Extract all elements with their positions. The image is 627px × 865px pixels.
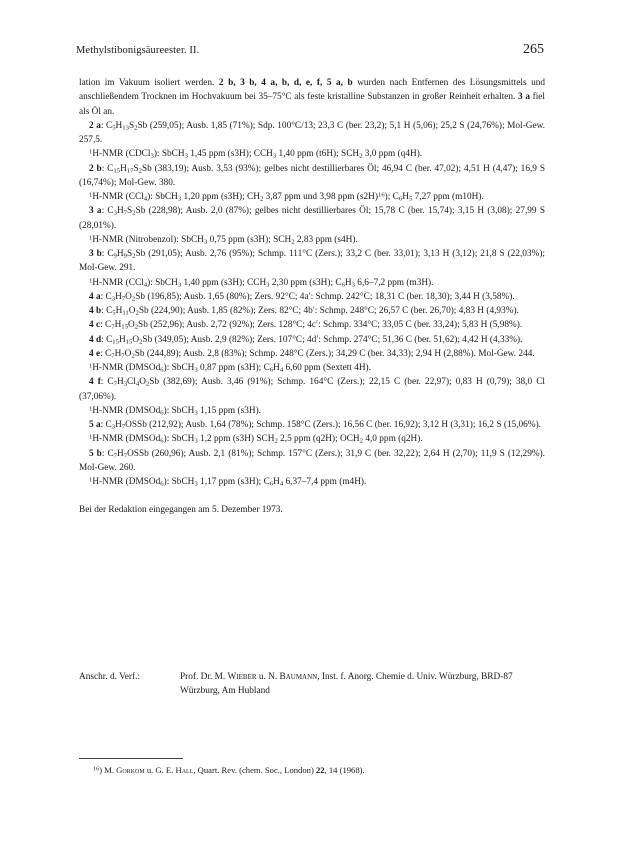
entry-text: H xyxy=(114,348,122,359)
compound-label: 5 b xyxy=(89,448,102,459)
entry-text: H xyxy=(115,420,122,430)
entry-text: 0,75 ppm (s3H); SCH xyxy=(207,234,292,245)
compound-label: 4 b xyxy=(89,306,102,316)
subscript: 3 xyxy=(177,195,182,203)
subscript: 2 xyxy=(359,437,363,445)
entry-text: H xyxy=(402,192,409,202)
entry-text: : C xyxy=(101,249,114,259)
compound-entry xyxy=(79,318,545,332)
compound-label: 4 c xyxy=(89,320,101,331)
entry-text: 1,20 ppm (s3H); CH xyxy=(181,192,260,202)
entry-text: 1,45 ppm (s3H); CCH xyxy=(187,149,273,160)
subscript: 3 xyxy=(266,281,270,289)
entry-text: : C xyxy=(100,120,113,131)
nmr-entry xyxy=(79,432,545,446)
entry-text: Sb (349,05); Ausb. 2,9 (82%); Zers. 107°C; 4d′: Schmp. 274°C; 51,36 C (ber. 51,62); 4,42 H (4,33%). xyxy=(142,334,523,345)
nmr-entry xyxy=(79,233,545,247)
entry-text: 3,0 ppm (q4H). xyxy=(362,149,423,160)
subscript: 3 xyxy=(111,423,116,431)
subscript: 2 xyxy=(131,352,135,360)
entry-text: Sb (196,85); Ausb. 1,65 (80%); Zers. 92°C; 4a′: Schmp. 242°C; 18,31 C (ber. 18,30); 3,44 H (3,58%). xyxy=(135,291,515,302)
entry-text: ): SbCH xyxy=(147,192,178,202)
entry-text: : C xyxy=(100,320,112,331)
entry-text: ): SbCH xyxy=(153,149,185,160)
entry-text: ); C xyxy=(384,192,399,202)
subscript: 2 xyxy=(274,437,278,445)
entry-text: 1,40 ppm (s3H); CCH xyxy=(181,277,267,288)
entry-text: ): SbCH xyxy=(163,363,195,373)
entry-text: 6,60 ppm (Sextett 4H). xyxy=(283,363,371,373)
cited-author: Gorkom xyxy=(116,765,145,775)
nmr-entry xyxy=(79,276,545,290)
entry-text: ): SbCH xyxy=(163,477,195,487)
subscript: 2 xyxy=(291,238,295,246)
subscript: 15 xyxy=(112,338,119,346)
entry-text: Sb (252,96); Ausb. 2,72 (92%); Zers. 128°C; 4c′: Schmp. 334°C; 33,05 C (ber. 33,24); 5,83 H (5,98%). xyxy=(138,320,523,331)
entry-text: H-NMR (DMSOd xyxy=(92,434,161,445)
subscript: 2 xyxy=(132,252,136,260)
subscript: 6 xyxy=(160,366,164,374)
subscript: 9 xyxy=(123,252,127,260)
entry-text: Cl xyxy=(127,377,136,388)
entry-text: 3,87 ppm und 3,98 ppm (s2H) xyxy=(263,192,378,202)
subscript: 4 xyxy=(143,281,148,289)
entry-text: 6,6–7,2 ppm (m3H). xyxy=(354,277,434,288)
subscript: 2 xyxy=(134,124,138,132)
author-name: Baumann xyxy=(279,672,318,682)
nmr-entry xyxy=(79,361,545,375)
subscript: 5 xyxy=(408,195,413,203)
entry-text: 4,0 ppm (q2H). xyxy=(363,434,423,445)
compound-label: 2 b xyxy=(89,163,102,174)
subscript: 2 xyxy=(132,209,136,217)
compound-entry xyxy=(79,375,545,404)
nmr-entry xyxy=(79,190,545,204)
subscript: 3 xyxy=(177,281,182,289)
entry-text: Sb (228,98); Ausb. 2,0 (87%); gelbes nicht destillierbares Öl; 15,78 C (ber. 15,74); 3,15 H (3,08); 27,99 S (28,01%). xyxy=(79,206,545,231)
compound-label: 4 d xyxy=(89,334,102,345)
nmr-entry xyxy=(79,404,545,418)
entry-text: : C xyxy=(100,348,112,359)
entry-text: 1,40 ppm (t6H); SCH xyxy=(276,149,360,160)
subscript: 7 xyxy=(113,452,117,460)
entry-text: S xyxy=(127,206,133,217)
entry-text: H xyxy=(273,477,280,487)
compound-label: 5 a xyxy=(89,420,101,430)
subscript: 6 xyxy=(160,409,164,417)
compound-entry xyxy=(79,290,545,304)
subscript: 13 xyxy=(122,124,129,132)
subscript: 3 xyxy=(194,366,198,374)
entry-text: : C xyxy=(101,163,114,174)
compound-label: 2 a xyxy=(89,120,101,131)
entry-text: H xyxy=(115,306,123,316)
subscript: 2 xyxy=(359,152,363,160)
entry-text: H xyxy=(116,206,124,217)
entry-text: Sb (224,90); Ausb. 1,85 (82%); Zers. 82°C; 4b′: Schmp. 248°C; 26,57 C (ber. 26,70); 4,83 H (4,93%). xyxy=(138,306,519,316)
subscript: 3 xyxy=(351,281,355,289)
entry-text: Sb (244,89); Ausb. 2,8 (83%); Schmp. 248°C (Zers.); 34,29 C (ber. 34,33); 2,94 H (2,88%). Mol-Gew. 244. xyxy=(134,348,535,359)
subscript: 11 xyxy=(122,309,129,317)
subscript: 3 xyxy=(123,380,128,388)
subscript: 7 xyxy=(111,352,115,360)
subscript: 7 xyxy=(121,352,125,360)
subscript: 7 xyxy=(121,423,126,431)
nmr-entry xyxy=(79,147,545,161)
volume-number: 22 xyxy=(315,765,325,775)
subscript: 4 xyxy=(143,195,148,203)
compound-entry xyxy=(79,119,545,148)
page-number: 265 xyxy=(523,42,544,57)
entry-text: Sb (291,05); Ausb. 2,76 (95%); Schmp. 111°C (Zers.); 33,2 C (ber. 33,01); 3,13 H (3,12); 21,8 S (22,03%); Mol-Gew. 291. xyxy=(79,249,546,274)
compound-label: 3 a xyxy=(89,206,102,217)
entry-text: H xyxy=(115,120,123,131)
entry-text: Sb (382,69); Ausb. 3,46 (91%); Schmp. 164°C (Zers.); 22,15 C (ber. 22,97); 0,83 H (0,79); 38,0 Cl (37,06%). xyxy=(79,377,545,402)
compound-label: 3 b xyxy=(89,249,102,259)
compound-data-list xyxy=(79,119,545,490)
superscript: 1 xyxy=(89,234,93,242)
entry-text: : C xyxy=(101,306,113,316)
entry-text: H xyxy=(114,320,122,331)
superscript: 1 xyxy=(89,362,93,370)
entry-text: 6,37–7,4 ppm (m4H). xyxy=(283,477,367,487)
subscript: 3 xyxy=(194,409,198,417)
subscript: 3 xyxy=(194,437,198,445)
entry-text: ): SbCH xyxy=(163,405,195,416)
subscript: 6 xyxy=(160,480,164,488)
subscript: 2 xyxy=(259,195,264,203)
entry-text: : C xyxy=(100,291,112,302)
entry-text: : C xyxy=(101,448,114,459)
entry-text: O xyxy=(125,291,132,302)
subscript: 3 xyxy=(113,209,117,217)
superscript: 1 xyxy=(89,405,93,413)
subscript: 15 xyxy=(121,323,128,331)
entry-text: H xyxy=(117,448,124,459)
superscript: 1 xyxy=(89,191,93,199)
subscript: 7 xyxy=(123,209,128,217)
entry-text: H xyxy=(116,377,124,388)
subscript: 4 xyxy=(135,380,140,388)
subscript: 6 xyxy=(398,195,403,203)
footnote: $^{16}$) M. Gorkom u. G. E. Hall, Quart. Rev. (chem. Soc., London) 22, 14 (1968). xyxy=(93,765,365,775)
subscript: 3 xyxy=(272,152,277,160)
entry-text: Sb (383,19); Ausb. 3,53 (93%); gelbes nicht destillierbares Öl; 46,94 C (ber. 47,02); 4,51 H (4,47); 16,9 S (16,74%); Mol-Gew. 380. xyxy=(79,163,545,188)
entry-text: : C xyxy=(100,377,114,388)
compound-entry xyxy=(79,162,545,191)
compound-label: 4 e xyxy=(89,348,101,359)
entry-text: H-NMR (Nitrobenzol): SbCH xyxy=(92,234,204,245)
entry-text: 1,15 ppm (s3H). xyxy=(197,405,261,416)
subscript: 4 xyxy=(279,480,284,488)
compound-list: 2 b, 3 b, 4 a, b, d, e, f, 5 a, b xyxy=(218,78,353,88)
entry-text: H xyxy=(273,363,280,373)
subscript: 2 xyxy=(135,309,139,317)
subscript: 5 xyxy=(112,309,116,317)
entry-text: 1,2 ppm (s3H) SCH xyxy=(197,434,275,445)
subscript: 3 xyxy=(203,238,208,246)
entry-text: Sb (259,05); Ausb. 1,85 (71%); Sdp. 100°C/13; 23,3 C (ber. 23,2); 5,1 H (5,06); 25,2 S (24,76%); Mol-Gew. 257,5. xyxy=(79,120,546,145)
subscript: 7 xyxy=(113,380,117,388)
entry-text: ): SbCH xyxy=(163,434,195,445)
compound-entry xyxy=(79,418,545,432)
entry-text: S xyxy=(133,163,139,174)
running-title: Methylstibonigsäureester. II. xyxy=(76,45,200,56)
entry-text: O xyxy=(132,334,140,345)
footnote-rule xyxy=(79,758,183,759)
entry-text: H-NMR (DMSOd xyxy=(92,405,161,416)
entry-text: 1,17 ppm (s3H); C xyxy=(197,477,270,487)
subscript: 3 xyxy=(184,152,188,160)
address-text: Prof. Dr. M. Wieber u. N. Baumann, Inst. f. Anorg. Chemie d. Univ. Würzburg, BRD-87 Würzburg, Am Hubland xyxy=(180,672,513,697)
subscript: 3 xyxy=(111,295,116,303)
entry-text: 0,87 ppm (s3H); C xyxy=(197,363,270,373)
subscript: 9 xyxy=(113,252,117,260)
subscript: 6 xyxy=(160,437,164,445)
superscript: 1 xyxy=(89,476,93,484)
compound-entry xyxy=(79,204,545,233)
superscript: 1 xyxy=(89,148,93,156)
entry-text: ): SbCH xyxy=(147,277,178,288)
intro-paragraph: lation im Vakuum isoliert werden. 2 b, 3 b, 4 a, b, d, e, f, 5 a, b wurden nach Entfernen des Lösungsmittels und anschließendem Trocknen im Hochvakuum bei 35–75°C als feste kristalline Substanzen in großer Reinheit erhalten. 3 a fiel als Öl an. xyxy=(79,78,546,117)
entry-text: H-NMR (DMSOd xyxy=(92,477,161,487)
address-label: Anschr. d. Verf.: xyxy=(79,672,141,682)
entry-text: S xyxy=(128,120,135,131)
subscript: 2 xyxy=(139,338,143,346)
compound-label: 4 f xyxy=(89,377,101,388)
subscript: 2 xyxy=(131,295,136,303)
entry-text: 2,5 ppm (q2H); OCH xyxy=(277,434,360,445)
entry-text: H xyxy=(344,277,352,288)
subscript: 3 xyxy=(194,480,198,488)
entry-text: O xyxy=(127,320,135,331)
entry-text: H-NMR (CCl xyxy=(92,192,144,202)
subscript: 6 xyxy=(341,281,345,289)
entry-text: O xyxy=(124,348,132,359)
superscript: 1 xyxy=(89,276,93,284)
entry-text: H xyxy=(118,334,126,345)
entry-text: : C xyxy=(101,206,114,217)
received-note: Bei der Redaktion eingegangen am 5. Dezember 1973. xyxy=(79,505,283,516)
subscript: 15 xyxy=(113,167,121,175)
entry-text: : C xyxy=(100,420,112,430)
superscript: 1 xyxy=(89,433,93,441)
article-body xyxy=(79,76,545,518)
entry-text: H xyxy=(116,249,124,259)
subscript: 3 xyxy=(150,152,154,160)
subscript: 5 xyxy=(112,124,116,132)
entry-text: OSSb (260,96); Ausb. 2,1 (81%); Schmp. 157°C (Zers.); 31,9 C (ber. 32,22); 2,64 H (2,70); 11,9 S (12,29%). Mol-Gew. 260. xyxy=(79,448,546,473)
subscript: 7 xyxy=(123,452,128,460)
entry-text: H xyxy=(115,291,122,302)
entry-text: H-NMR (DMSOd xyxy=(92,363,161,373)
compound-entry xyxy=(79,333,545,347)
entry-text: H xyxy=(120,163,127,174)
entry-text: 2,83 ppm (s4H). xyxy=(294,234,358,245)
cited-author: Hall xyxy=(175,765,194,775)
compound-entry xyxy=(79,347,545,361)
footnote-mark: 16 xyxy=(93,765,100,773)
subscript: 6 xyxy=(269,366,274,374)
subscript: 15 xyxy=(125,338,133,346)
entry-text: 7,27 ppm (m10H). xyxy=(412,192,484,202)
subscript: 7 xyxy=(111,323,115,331)
subscript: 7 xyxy=(121,295,126,303)
compound-entry xyxy=(79,447,545,476)
entry-text: : C xyxy=(101,334,113,345)
compound-entry xyxy=(79,304,545,318)
entry-text: O xyxy=(139,377,146,388)
subscript: 2 xyxy=(138,167,142,175)
entry-text: OSSb (212,92); Ausb. 1,64 (78%); Schmp. 158°C (Zers.); 16,56 C (ber. 16,92); 3,12 H (3,31); 16,2 S (15,06%). xyxy=(125,420,541,430)
compound-label: 4 a xyxy=(89,291,101,302)
compound-entry xyxy=(79,247,545,276)
nmr-entry xyxy=(79,475,545,489)
author-name: Wieber xyxy=(227,672,257,682)
subscript: 4 xyxy=(279,366,284,374)
subscript: 17 xyxy=(126,167,134,175)
entry-text: H-NMR (CDCl xyxy=(92,149,151,160)
subscript: 2 xyxy=(134,323,139,331)
compound-label: 3 a xyxy=(518,92,530,103)
entry-text: 2,30 ppm (s3H); C xyxy=(269,277,342,288)
entry-text: H-NMR (CCl xyxy=(92,277,144,288)
subscript: 6 xyxy=(269,480,274,488)
subscript: 2 xyxy=(145,380,150,388)
entry-text: S xyxy=(126,249,133,259)
superscript: 16 xyxy=(377,191,385,199)
entry-text: O xyxy=(128,306,136,316)
